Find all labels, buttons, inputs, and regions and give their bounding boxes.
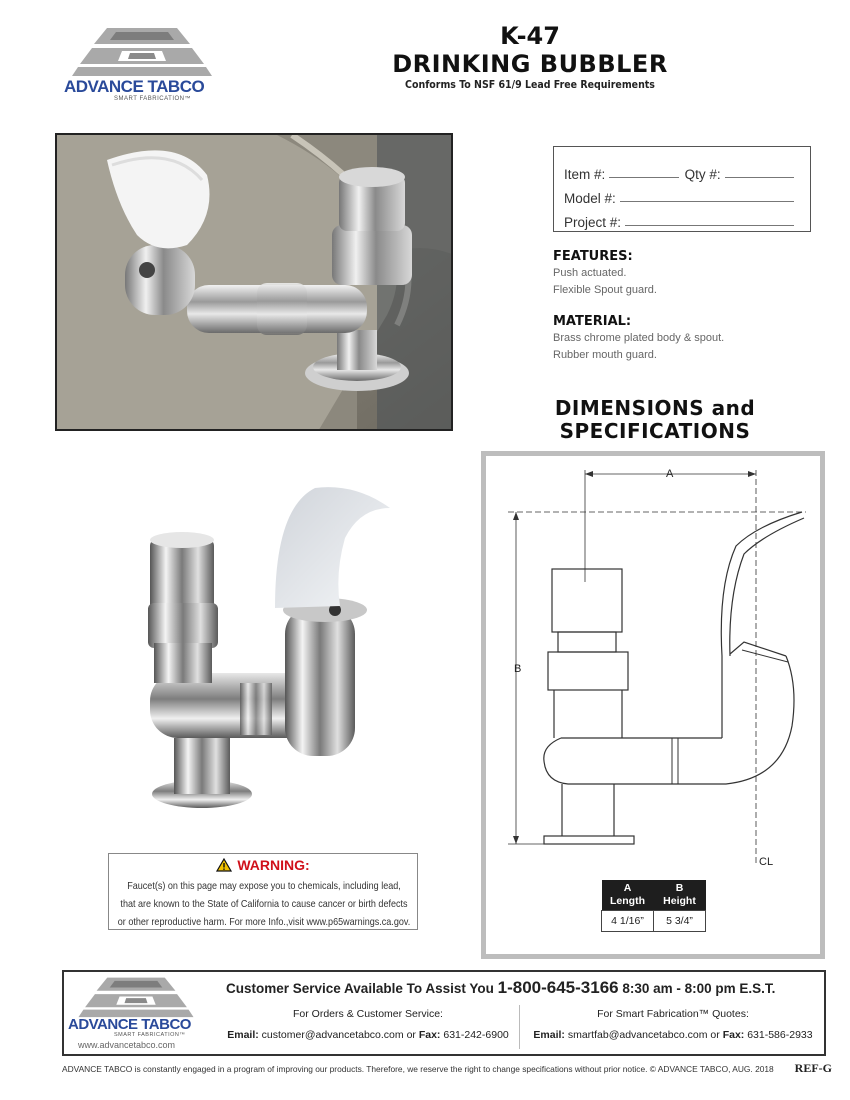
footer-brand-name: ADVANCE TABCO [68, 1016, 191, 1033]
legal-disclaimer [62, 1061, 832, 1076]
material-section [553, 314, 724, 364]
spec-height-value: 5 3/4” [654, 911, 706, 932]
brand-logo [62, 26, 222, 104]
dimension-b-label: B [514, 663, 522, 675]
dimensions-title-line1: DIMENSIONS and [554, 396, 756, 420]
legal-text: ADVANCE TABCO is constantly engaged in a program of improving our products. Therefore, we reserve the right to change specifications without prior notice. © ADVANCE TABCO, AUG. 2018 [62, 1064, 774, 1074]
phone-number[interactable]: 1-800-645-3166 [497, 978, 619, 997]
dimension-a-label: A [666, 468, 674, 480]
brand-tagline: SMART FABRICATION™ [114, 96, 192, 102]
ref-code: REF-G [794, 1061, 832, 1075]
spec-length-value: 4 1/16” [602, 911, 654, 932]
project-number-label: Project #: [564, 215, 622, 230]
centerline-label: CL [759, 856, 774, 868]
item-number-label: Item #: [564, 167, 606, 182]
footer-divider [519, 1005, 520, 1049]
website-link[interactable]: www.advancetabco.com [78, 1040, 176, 1050]
spec-table-row [602, 911, 706, 932]
warning-line: that are known to the State of California to cause cancer or birth defects [120, 898, 408, 910]
product-name: DRINKING BUBBLER [392, 50, 668, 78]
features-heading: FEATURES: [553, 249, 633, 264]
customer-service-line [226, 978, 826, 998]
spec-header-length: A Length [602, 880, 654, 911]
orders-email-link[interactable]: customer@advancetabco.com [261, 1029, 404, 1041]
customer-service-text: Customer Service Available To Assist You [226, 981, 494, 996]
smartfab-heading: For Smart Fabrication™ Quotes: [597, 1008, 749, 1020]
features-section [553, 249, 657, 299]
smartfab-email-link[interactable]: smartfab@advancetabco.com [567, 1029, 708, 1041]
dimensions-title-line2: SPECIFICATIONS [559, 419, 751, 443]
warning-line: or other reproductive harm. For more Info.,visit www.p65warnings.ca.gov. [117, 916, 411, 928]
item-info-box [553, 146, 811, 232]
dimensions-title [510, 397, 800, 443]
warning-title: WARNING: [237, 857, 310, 873]
brand-name: ADVANCE TABCO [64, 77, 205, 96]
qty-label: Qty #: [684, 167, 721, 182]
brand-logo-mark-icon [62, 26, 222, 82]
qty-field[interactable] [725, 177, 794, 178]
warning-line: Faucet(s) on this page may expose you to chemicals, including lead, [127, 880, 401, 892]
bubbler-product-photo [140, 478, 410, 818]
smartfab-fax: 631-586-2933 [747, 1029, 813, 1041]
orders-fax: 631-242-6900 [443, 1029, 509, 1041]
title-block [300, 22, 760, 91]
footer-logo [66, 976, 206, 1052]
model-number-label: Model #: [564, 191, 616, 206]
project-number-field[interactable] [625, 225, 794, 226]
orders-contact: For Orders & Customer Service: Email: customer@advancetabco.com or Fax: 631-242-6900 [220, 1008, 516, 1041]
product-model: K-47 [500, 22, 560, 50]
service-hours: 8:30 am - 8:00 pm E.S.T. [622, 981, 776, 996]
footer-brand-tagline: SMART FABRICATION™ [114, 1032, 186, 1038]
model-number-field[interactable] [620, 201, 794, 202]
item-number-field[interactable] [609, 177, 678, 178]
smartfab-contact: For Smart Fabrication™ Quotes: Email: smartfab@advancetabco.com or Fax: 631-586-2933 [528, 1008, 818, 1041]
spec-table [601, 880, 706, 932]
product-subtitle: Conforms To NSF 61/9 Lead Free Requirements [405, 79, 655, 91]
feature-item: Flexible Spout guard. [553, 284, 657, 296]
orders-heading: For Orders & Customer Service: [293, 1008, 443, 1020]
material-item: Rubber mouth guard. [553, 349, 657, 361]
warning-triangle-icon [216, 858, 232, 872]
material-item: Brass chrome plated body & spout. [553, 332, 725, 344]
installed-bubbler-photo [55, 133, 453, 431]
spec-header-height: B Height [654, 880, 706, 911]
prop65-warning-box [108, 853, 418, 930]
material-heading: MATERIAL: [553, 314, 632, 329]
spec-table-header-row [602, 880, 706, 911]
feature-item: Push actuated. [553, 267, 627, 279]
